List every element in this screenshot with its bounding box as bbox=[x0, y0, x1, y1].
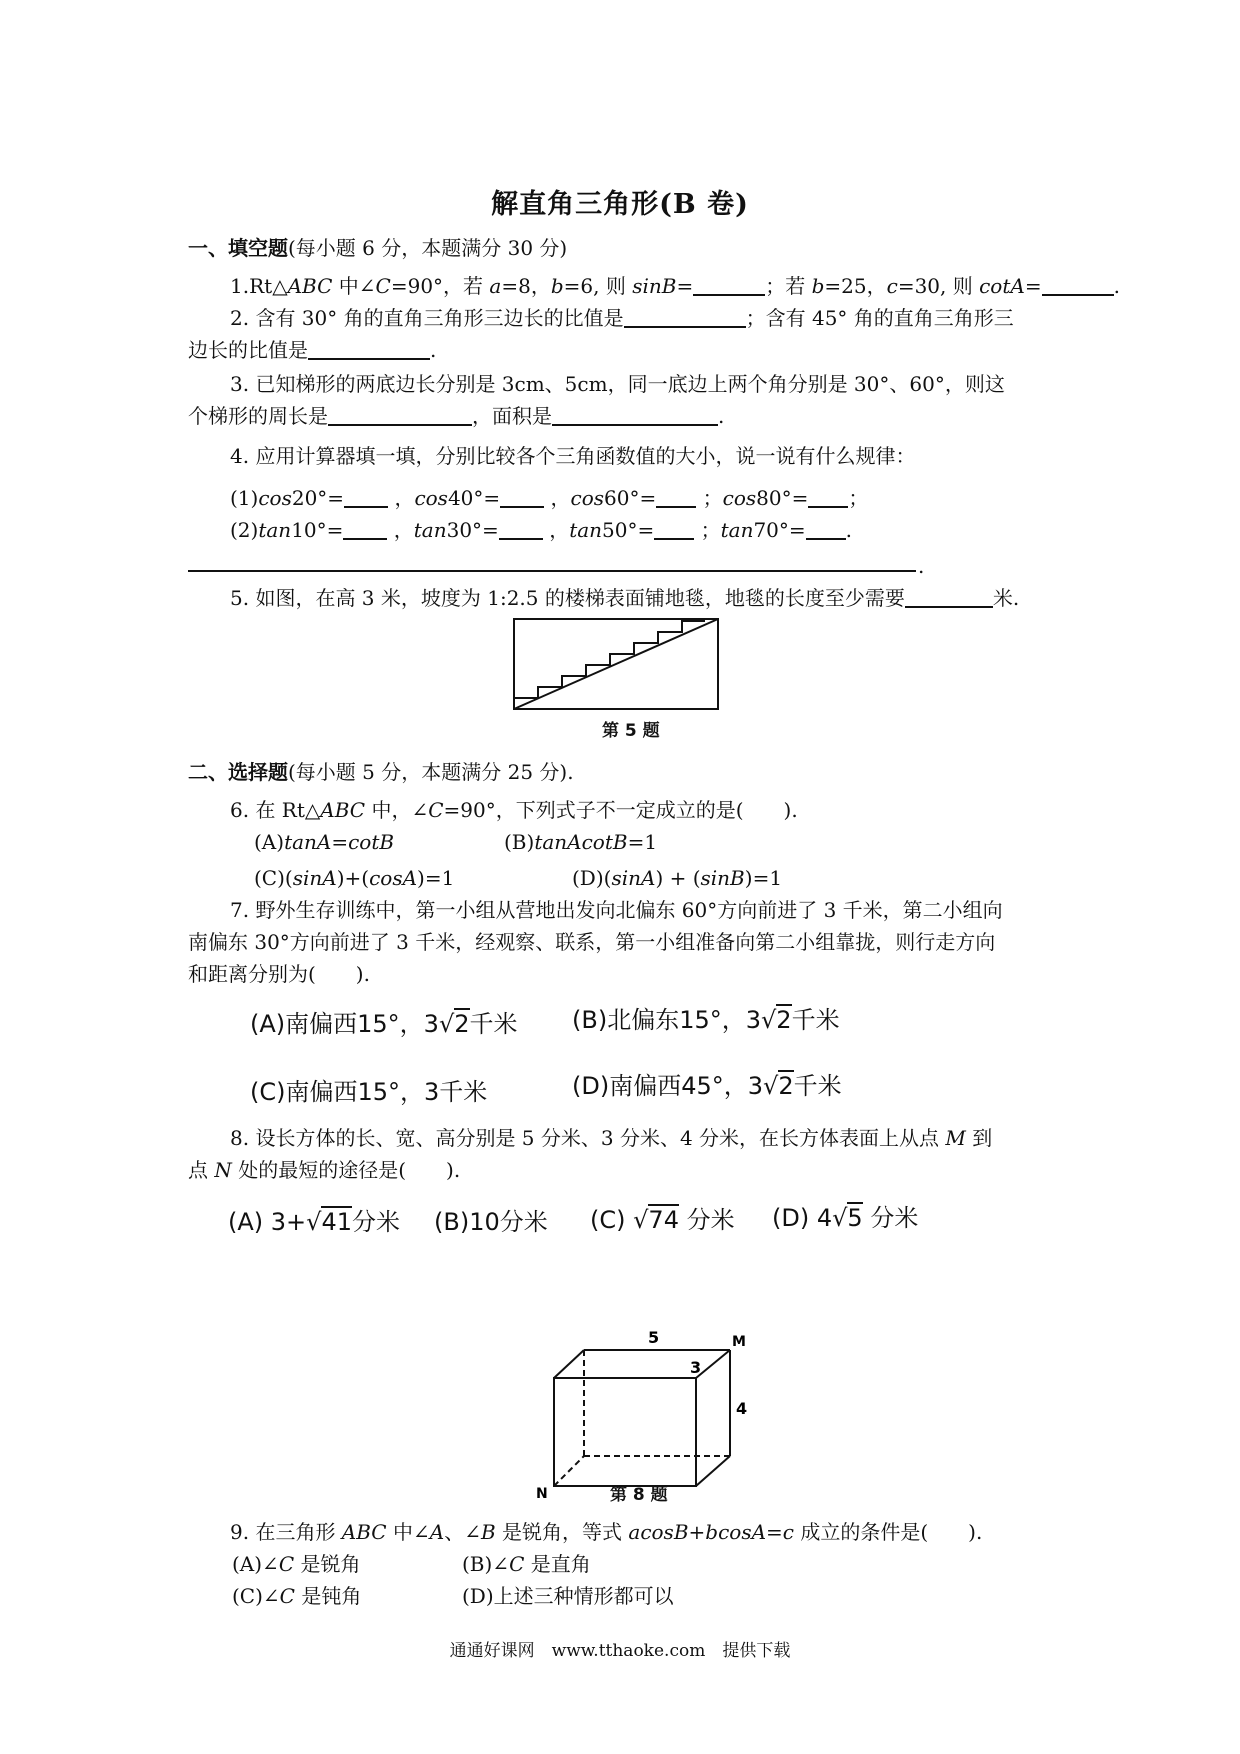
q9-text: 、∠ bbox=[444, 1520, 481, 1544]
q4-blank-cos80[interactable] bbox=[808, 486, 848, 508]
q2-text: ；含有 45° 角的直角三角形三 bbox=[745, 306, 1014, 330]
q2-text: . bbox=[430, 338, 437, 362]
q4-blank-cos40[interactable] bbox=[500, 486, 544, 508]
q9-var: A bbox=[429, 1520, 445, 1544]
q9-text: 是锐角，等式 bbox=[495, 1520, 629, 1544]
q6-option-a[interactable] bbox=[254, 828, 394, 856]
q9-option-label: (B)∠ bbox=[462, 1552, 510, 1576]
q1-text: = bbox=[1024, 274, 1042, 298]
q8-option-label: (B)10分米 bbox=[434, 1208, 548, 1236]
q8-radicand: 5 bbox=[847, 1204, 863, 1232]
q6-option-tail: =1 bbox=[424, 866, 455, 890]
q6-var: C bbox=[428, 798, 444, 822]
cuboid-height-label: 4 bbox=[736, 1399, 748, 1418]
q3-text: 个梯形的周长是 bbox=[188, 404, 328, 428]
q4-blank-tan30[interactable] bbox=[499, 518, 543, 540]
q4-text: 60°= bbox=[604, 486, 657, 510]
q4-text: 30°= bbox=[446, 518, 499, 542]
q7-option-d[interactable] bbox=[572, 1066, 842, 1101]
q6-option-d[interactable]: (D)(sinA) + (sinB)=1 bbox=[572, 866, 783, 890]
q4-fn: tan bbox=[720, 518, 754, 542]
q4-blank-tan70[interactable] bbox=[806, 518, 846, 540]
q6-text: 6. 在 Rt△ bbox=[230, 798, 321, 822]
cuboid-figure bbox=[530, 1328, 760, 1498]
cuboid-edge bbox=[696, 1456, 730, 1486]
q9-option-b[interactable] bbox=[462, 1550, 591, 1578]
q1-text: = bbox=[676, 274, 694, 298]
q9-option-label: (D)上述三种情形都可以 bbox=[462, 1584, 674, 1608]
q1-text: =8， bbox=[501, 274, 551, 298]
q1-var: sinB bbox=[632, 274, 677, 298]
q9-option-label: (C)∠ bbox=[232, 1584, 280, 1608]
q5-blank[interactable] bbox=[905, 586, 993, 608]
question-3-line-2 bbox=[188, 402, 724, 430]
q6-var: ABC bbox=[320, 798, 366, 822]
q4-text: 20°= bbox=[291, 486, 345, 510]
staircase-slope bbox=[514, 619, 718, 709]
q4-text: 10°= bbox=[291, 518, 344, 542]
q4-text: 40°= bbox=[447, 486, 501, 510]
q6-option-label: (C) bbox=[254, 866, 285, 890]
q8-text: 到 bbox=[965, 1126, 993, 1150]
q4-fn: tan bbox=[569, 518, 603, 542]
q8-var: M bbox=[945, 1126, 966, 1150]
q4-text: ； bbox=[700, 518, 721, 542]
q5-text: 5. 如图，在高 3 米，坡度为 1:2.5 的楼梯表面铺地毯，地毯的长度至少需要 bbox=[230, 586, 905, 610]
q6-option-expr: tanAcotB bbox=[534, 830, 628, 854]
q9-option-a[interactable] bbox=[232, 1550, 360, 1578]
q9-var: ABC bbox=[341, 1520, 387, 1544]
q1-var: C bbox=[375, 274, 391, 298]
q7-unit: 千米 bbox=[793, 1072, 842, 1100]
q4-text: ， bbox=[549, 518, 570, 542]
q9-text: 成立的条件是( ). bbox=[794, 1520, 983, 1544]
q6-text: =90°，下列式子不一定成立的是( ). bbox=[443, 798, 798, 822]
q8-var: N bbox=[214, 1158, 232, 1182]
question-2-line-2 bbox=[188, 336, 436, 364]
sqrt-symbol: √ bbox=[832, 1204, 848, 1232]
q9-var: C bbox=[279, 1584, 295, 1608]
q1-var: a bbox=[489, 274, 502, 298]
q6-option-c[interactable]: (C)(sinA)+(cosA)=1 bbox=[254, 866, 455, 890]
q4-text: 70°= bbox=[753, 518, 806, 542]
q8-unit: 分米 bbox=[352, 1208, 400, 1236]
q7-option-label: (D)南偏西45°，3 bbox=[572, 1072, 764, 1100]
q1-blank-1[interactable] bbox=[693, 274, 765, 296]
q3-text: ，面积是 bbox=[472, 404, 552, 428]
q6-option-label: (D) bbox=[572, 866, 604, 890]
q3-text: . bbox=[718, 404, 725, 428]
q2-text: 边长的比值是 bbox=[188, 338, 308, 362]
q1-text: =90°，若 bbox=[390, 274, 490, 298]
q6-option-tail: =1 bbox=[752, 866, 783, 890]
sqrt-symbol: √ bbox=[306, 1208, 322, 1236]
q8-radicand: 41 bbox=[321, 1208, 352, 1236]
q8-unit: 分米 bbox=[678, 1206, 735, 1234]
question-7-line-1: 7. 野外生存训练中，第一小组从营地出发向北偏东 60°方向前进了 3 千米，第二小组向 bbox=[230, 898, 1003, 922]
q2-blank-1[interactable] bbox=[624, 306, 746, 328]
q6-option-expr: sinA bbox=[292, 866, 337, 890]
question-2-line-1 bbox=[230, 304, 1014, 332]
q1-var: c bbox=[886, 274, 898, 298]
section-2-heading: 二、选择题 bbox=[188, 760, 288, 784]
q9-option-text: 是钝角 bbox=[294, 1584, 362, 1608]
q9-text: 中∠ bbox=[386, 1520, 430, 1544]
q4-blank-tan10[interactable] bbox=[343, 518, 387, 540]
q8-text: 8. 设长方体的长、宽、高分别是 5 分米、3 分米、4 分米，在长方体表面上从点 bbox=[230, 1126, 946, 1150]
question-3-line-1: 3. 已知梯形的两底边长分别是 3cm、5cm，同一底边上两个角分别是 30°、60°，则这 bbox=[230, 372, 1005, 396]
page-title: 解直角三角形(B 卷) bbox=[491, 189, 749, 220]
q9-expr: acosB+bcosA=c bbox=[628, 1520, 794, 1544]
q7-option-a[interactable] bbox=[250, 1004, 518, 1039]
q1-text: . bbox=[1113, 274, 1120, 298]
figure-8-caption: 第 8 题 bbox=[610, 1485, 668, 1505]
q7-option-label: (C)南偏西15°，3千米 bbox=[250, 1078, 488, 1106]
q4-blank-cos60[interactable] bbox=[656, 486, 696, 508]
question-7-line-2: 南偏东 30°方向前进了 3 千米，经观察、联系，第一小组准备向第二小组靠拢，则行走方向 bbox=[188, 930, 996, 954]
q7-radicand: 2 bbox=[776, 1006, 792, 1034]
question-1 bbox=[230, 272, 1120, 300]
q1-var: b bbox=[811, 274, 825, 298]
sqrt-symbol: √ bbox=[438, 1010, 455, 1038]
q8-option-a[interactable] bbox=[228, 1202, 400, 1237]
q8-unit: 分米 bbox=[862, 1204, 919, 1232]
q6-option-tail: =1 bbox=[627, 830, 658, 854]
section-2-note: (每小题 5 分，本题满分 25 分). bbox=[288, 760, 574, 784]
q9-option-label: (A)∠ bbox=[232, 1552, 279, 1576]
q8-option-d[interactable] bbox=[772, 1198, 918, 1233]
q4-text: ， bbox=[394, 486, 415, 510]
q6-option-expr: cosA bbox=[369, 866, 418, 890]
q4-answer-line[interactable] bbox=[188, 570, 916, 572]
point-m-label: M bbox=[732, 1334, 746, 1350]
q4-text: . bbox=[845, 518, 853, 542]
q8-text: 处的最短的途径是( ). bbox=[231, 1158, 461, 1182]
q4-fn: cos bbox=[570, 486, 605, 510]
q9-option-d[interactable] bbox=[462, 1582, 674, 1610]
q1-blank-2[interactable] bbox=[1042, 274, 1114, 296]
staircase-figure bbox=[508, 616, 722, 712]
cuboid-hidden-edge bbox=[554, 1456, 584, 1486]
q6-option-label: (A) bbox=[254, 830, 285, 854]
q4-text: ； bbox=[702, 486, 723, 510]
q5-text: 米. bbox=[992, 586, 1020, 610]
q4-answer-end: . bbox=[918, 554, 925, 578]
page-footer[interactable]: 通通好课网 www.tthaoke.com 提供下载 bbox=[449, 1641, 791, 1661]
q4-fn: cos bbox=[722, 486, 757, 510]
cuboid-length-label: 5 bbox=[648, 1328, 660, 1347]
question-4-row-2 bbox=[230, 516, 852, 544]
sqrt-symbol: √ bbox=[763, 1072, 779, 1100]
q6-text: 中，∠ bbox=[365, 798, 429, 822]
q1-text: =6, 则 bbox=[563, 274, 633, 298]
q8-option-label: (D) 4 bbox=[772, 1204, 833, 1232]
q7-radicand: 2 bbox=[454, 1010, 470, 1038]
q4-text: (1) bbox=[230, 486, 259, 510]
q9-option-text: 是直角 bbox=[524, 1552, 591, 1576]
q1-var: ABC bbox=[287, 274, 333, 298]
q1-text: Rt△ bbox=[249, 274, 288, 298]
q4-text: 50°= bbox=[602, 518, 655, 542]
question-8-line-2 bbox=[188, 1156, 460, 1184]
q4-blank-tan50[interactable] bbox=[654, 518, 694, 540]
q8-option-c[interactable] bbox=[590, 1200, 735, 1235]
q1-var: b bbox=[550, 274, 564, 298]
q4-text: 80°= bbox=[756, 486, 809, 510]
sqrt-symbol: √ bbox=[761, 1006, 777, 1034]
q2-text: 2. 含有 30° 角的直角三角形三边长的比值是 bbox=[230, 306, 624, 330]
q9-text: 9. 在三角形 bbox=[230, 1520, 342, 1544]
q7-unit: 千米 bbox=[791, 1006, 840, 1034]
q4-text: ， bbox=[550, 486, 571, 510]
q1-var: cotA bbox=[979, 274, 1025, 298]
section-1-heading: 一、填空题 bbox=[188, 236, 288, 260]
q7-option-label: (B)北偏东15°，3 bbox=[572, 1006, 761, 1034]
q7-unit: 千米 bbox=[469, 1010, 518, 1038]
q1-text: =30, 则 bbox=[897, 274, 980, 298]
cuboid-front-face bbox=[554, 1378, 696, 1486]
q1-number: 1. bbox=[230, 274, 250, 298]
q7-option-b[interactable] bbox=[572, 1000, 840, 1035]
q4-text: (2) bbox=[230, 518, 259, 542]
question-6 bbox=[230, 796, 798, 824]
q9-var: C bbox=[278, 1552, 295, 1576]
q8-text: 点 bbox=[188, 1158, 215, 1182]
q8-option-b[interactable] bbox=[434, 1202, 548, 1237]
q3-blank-area[interactable] bbox=[552, 404, 718, 426]
q7-option-c[interactable] bbox=[250, 1072, 487, 1107]
q4-fn: cos bbox=[258, 486, 292, 510]
q4-text: ； bbox=[848, 486, 869, 510]
section-1-note: (每小题 6 分，本题满分 30 分) bbox=[288, 236, 568, 260]
section-1-header bbox=[188, 232, 567, 261]
q4-fn: cos bbox=[414, 486, 448, 510]
q6-option-b[interactable] bbox=[504, 828, 657, 856]
question-9 bbox=[230, 1518, 982, 1546]
q1-text: 中∠ bbox=[332, 274, 376, 298]
section-2-header bbox=[188, 756, 574, 785]
q8-option-label: (C) bbox=[590, 1206, 634, 1234]
q4-fn: tan bbox=[413, 518, 447, 542]
q7-radicand: 2 bbox=[778, 1072, 794, 1100]
q6-option-expr: sinB bbox=[700, 866, 745, 890]
question-5 bbox=[230, 584, 1019, 612]
q4-blank-cos20[interactable] bbox=[344, 486, 388, 508]
q1-text: =25， bbox=[824, 274, 887, 298]
q8-radicand: 74 bbox=[648, 1206, 679, 1234]
q9-var: C bbox=[509, 1552, 525, 1576]
q9-option-c[interactable] bbox=[232, 1582, 361, 1610]
q6-option-expr: sinA bbox=[611, 866, 656, 890]
q3-blank-perimeter[interactable] bbox=[328, 404, 472, 426]
q7-option-label: (A)南偏西15°，3 bbox=[250, 1010, 439, 1038]
point-n-label: N bbox=[536, 1486, 548, 1498]
cuboid-width-label: 3 bbox=[690, 1358, 702, 1377]
cuboid-edge bbox=[554, 1350, 584, 1378]
q9-var: B bbox=[480, 1520, 496, 1544]
question-4-row-1 bbox=[230, 484, 868, 512]
figure-5-caption: 第 5 题 bbox=[602, 721, 660, 741]
q9-option-text: 是锐角 bbox=[294, 1552, 361, 1576]
q8-option-label: (A) 3+ bbox=[228, 1208, 307, 1236]
question-8-line-1 bbox=[230, 1124, 992, 1152]
question-7-line-3: 和距离分别为( ). bbox=[188, 962, 370, 986]
q2-blank-2[interactable] bbox=[308, 338, 430, 360]
q1-text: ；若 bbox=[765, 274, 812, 298]
q4-fn: tan bbox=[258, 518, 292, 542]
sqrt-symbol: √ bbox=[633, 1206, 649, 1234]
q6-option-label: (B) bbox=[504, 830, 535, 854]
q6-option-expr: tanA=cotB bbox=[284, 830, 395, 854]
q4-text: ， bbox=[393, 518, 414, 542]
question-4-intro: 4. 应用计算器填一填，分别比较各个三角函数值的大小，说一说有什么规律： bbox=[230, 444, 916, 468]
